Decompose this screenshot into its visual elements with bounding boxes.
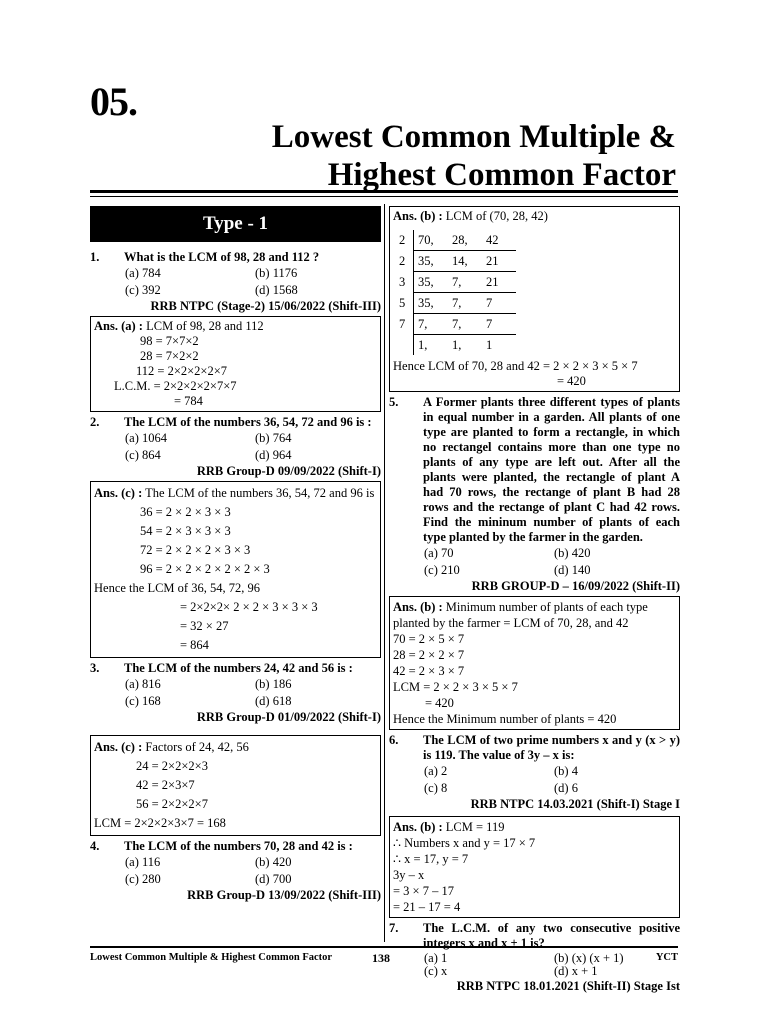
solution-line: 112 = 2×2×2×2×7: [136, 364, 228, 378]
solution-line: 96 = 2 × 2 × 2 × 2 × 2 × 3: [140, 562, 270, 576]
exam-source: RRB NTPC (Stage-2) 15/06/2022 (Shift-III): [150, 299, 381, 313]
option-d: (d) 140: [554, 563, 591, 577]
answer-intro: Factors of 24, 42, 56: [142, 740, 249, 754]
option-a: (a) 816: [125, 677, 161, 691]
solution-line: 98 = 7×7×2: [140, 334, 199, 348]
dividend: 70,: [414, 230, 449, 251]
option-a: (a) 784: [125, 266, 161, 280]
chapter-number: 05.: [90, 79, 137, 124]
option-b: (b) 420: [554, 546, 591, 560]
option-b: (b) 420: [255, 855, 292, 869]
solution-line: = 3 × 7 – 17: [393, 884, 454, 898]
option-c: (c) 210: [424, 563, 460, 577]
chapter-title: [272, 118, 676, 194]
option-c: (c) x: [424, 964, 448, 978]
division-row: [395, 314, 516, 335]
solution-line: 24 = 2×2×2×3: [136, 759, 208, 773]
publisher-mark: YCT: [655, 952, 678, 963]
option-c: (c) 8: [424, 781, 448, 795]
option-b: (b) 1176: [255, 266, 298, 280]
solution-line: L.C.M. = 2×2×2×2×7×7: [114, 379, 237, 393]
option-b: (b) (x) (x + 1): [554, 951, 624, 965]
answer-intro: Minimum number of plants of each type planted by the farmer = LCM of 70, 28, and 42: [393, 600, 648, 630]
option-a: (a) 70: [424, 546, 454, 560]
exam-source: RRB Group-D 09/09/2022 (Shift-I): [196, 464, 381, 478]
footer-title: Lowest Common Multiple & Highest Common Factor: [90, 952, 333, 963]
dividend: 1,: [452, 337, 462, 352]
divisor: [395, 335, 414, 356]
title-rule-thin: [90, 196, 678, 197]
divisor: 2: [395, 230, 414, 251]
solution-line: = 32 × 27: [180, 619, 229, 633]
options: [125, 677, 381, 709]
solution-line: = 420: [425, 696, 454, 710]
option-a: (a) 1064: [125, 431, 167, 445]
option-d: (d) 6: [554, 781, 578, 795]
division-row: [395, 293, 516, 314]
solution-line: 28 = 7×2×2: [140, 349, 199, 363]
dividend: 7,: [414, 314, 449, 335]
answer-label: Ans. (b) :: [393, 820, 443, 834]
exam-source: RRB Group-D 01/09/2022 (Shift-I): [196, 710, 381, 724]
question-text: A Former plants three different types of plants in equal number in a garden. All plants of one type are planted to form a rectangle, in which no rectangel contains more than one type no plants of any type are left out. After all the plants were planted, the rectangle of plant A had 70 rows, the rectange of plant B had 28 rows and the rectange of plant C had 42 rows. Find the mininum number of plants of each type planted by the farmer in the garden.: [423, 395, 680, 544]
option-c: (c) 280: [125, 872, 161, 886]
question-text: The LCM of two prime numbers x and y (x > y) is 119. The value of 3y – x is:: [423, 733, 680, 762]
dividend: 1: [486, 337, 493, 352]
divisor: 3: [395, 272, 414, 293]
solution-line: Hence the LCM of 36, 54, 72, 96: [94, 581, 260, 595]
dividend: 28,: [448, 230, 482, 251]
divisor: 5: [395, 293, 414, 314]
options: [125, 431, 381, 463]
answer-intro: LCM of 98, 28 and 112: [142, 319, 264, 333]
solution-line: 36 = 2 × 2 × 3 × 3: [140, 505, 231, 519]
question-3: [90, 661, 381, 676]
question-4: [90, 839, 381, 854]
option-d: (d) 964: [255, 448, 292, 462]
solution-line: 72 = 2 × 2 × 2 × 3 × 3: [140, 543, 251, 557]
division-row: [395, 230, 516, 251]
solution-line: LCM = 2×2×2×3×7 = 168: [94, 816, 226, 830]
column-divider: [384, 204, 385, 942]
question-text: What is the LCM of 98, 28 and 112 ?: [124, 250, 320, 264]
dividend: 35,: [414, 293, 449, 314]
solution-line: 70 = 2 × 5 × 7: [393, 632, 465, 646]
question-number: 5.: [389, 395, 399, 409]
division-row: [395, 272, 516, 293]
option-c: (c) 392: [125, 283, 161, 297]
division-row: [395, 335, 516, 356]
option-d: (d) 618: [255, 694, 292, 708]
dividend: 35,: [414, 251, 449, 272]
exam-source: RRB Group-D 13/09/2022 (Shift-III): [187, 888, 381, 902]
division-row: [395, 251, 516, 272]
answer-box: [90, 481, 381, 658]
divisor: 7: [395, 314, 414, 335]
dividend: 7,: [448, 293, 482, 314]
solution-line: 54 = 2 × 3 × 3 × 3: [140, 524, 231, 538]
question-2: [90, 415, 381, 430]
question-1: [90, 250, 381, 265]
dividend: 35,: [414, 272, 449, 293]
type-heading: Type - 1: [90, 206, 381, 242]
options: [424, 764, 680, 796]
dividend: 21: [482, 251, 516, 272]
answer-label: Ans. (b) :: [393, 600, 443, 614]
answer-label: Ans. (b) :: [393, 209, 443, 223]
right-column: [389, 206, 680, 996]
option-d: (d) x + 1: [554, 964, 598, 978]
question-number: 2.: [90, 415, 100, 429]
title-rule-thick: [90, 190, 678, 193]
exam-source: RRB NTPC 18.01.2021 (Shift-II) Stage Ist: [456, 979, 680, 993]
dividend: 7,: [448, 272, 482, 293]
option-d: (d) 700: [255, 872, 292, 886]
exam-source: RRB NTPC 14.03.2021 (Shift-I) Stage I: [470, 797, 680, 811]
answer-intro: LCM of (70, 28, 42): [442, 209, 548, 223]
solution-line: = 2×2×2× 2 × 2 × 3 × 3 × 3: [180, 600, 318, 614]
answer-label: Ans. (a) :: [94, 319, 143, 333]
options: [424, 546, 680, 578]
question-text: The LCM of the numbers 24, 42 and 56 is :: [124, 661, 353, 675]
dividend: 21: [482, 272, 516, 293]
solution-line: 56 = 2×2×2×7: [136, 797, 208, 811]
page-number: 138: [372, 951, 390, 965]
option-b: (b) 4: [554, 764, 578, 778]
answer-box: [389, 206, 680, 392]
question-number: 4.: [90, 839, 100, 853]
option-b: (b) 186: [255, 677, 292, 691]
dividend: 1,: [418, 337, 428, 352]
answer-box: [90, 316, 381, 412]
solution-line: Hence the Minimum number of plants = 420: [393, 712, 617, 726]
dividend: 7: [482, 293, 516, 314]
question-number: 1.: [90, 250, 100, 264]
options: [125, 855, 381, 887]
answer-label: Ans. (c) :: [94, 740, 143, 754]
division-table: [395, 230, 516, 355]
divisor: 2: [395, 251, 414, 272]
question-text: The LCM of the numbers 70, 28 and 42 is :: [124, 839, 353, 853]
dividend: 7: [482, 314, 516, 335]
solution-line: = 21 – 17 = 4: [393, 900, 461, 914]
option-d: (d) 1568: [255, 283, 298, 297]
exam-source: RRB GROUP-D – 16/09/2022 (Shift-II): [471, 579, 680, 593]
option-a: (a) 116: [125, 855, 161, 869]
options: [125, 266, 381, 298]
answer-intro: LCM = 119: [442, 820, 505, 834]
solution-line: Hence LCM of 70, 28 and 42 = 2 × 2 × 3 × 5 × 7: [393, 359, 638, 373]
question-5: [389, 395, 680, 545]
chapter-title-line1: Lowest Common Multiple &: [271, 119, 676, 155]
dividend: 14,: [448, 251, 482, 272]
option-b: (b) 764: [255, 431, 292, 445]
dividend: 7,: [448, 314, 482, 335]
options: [424, 952, 680, 978]
option-a: (a) 1: [424, 951, 448, 965]
solution-line: 3y – x: [393, 868, 425, 882]
solution-line: = 864: [180, 638, 209, 652]
solution-line: = 420: [557, 374, 586, 388]
answer-intro: The LCM of the numbers 36, 54, 72 and 96 is: [142, 486, 375, 500]
option-c: (c) 168: [125, 694, 161, 708]
dividend: 42: [482, 230, 516, 251]
solution-line: = 784: [174, 394, 203, 408]
solution-line: 28 = 2 × 2 × 7: [393, 648, 465, 662]
solution-line: ∴ x = 17, y = 7: [393, 852, 469, 866]
answer-label: Ans. (c) :: [94, 486, 143, 500]
left-column: [90, 206, 381, 905]
question-6: [389, 733, 680, 763]
question-text: The L.C.M. of any two consecutive positive integers x and x + 1 is?: [423, 921, 680, 950]
option-c: (c) 864: [125, 448, 161, 462]
question-number: 3.: [90, 661, 100, 675]
question-number: 7.: [389, 921, 399, 935]
solution-line: 42 = 2×3×7: [136, 778, 195, 792]
solution-line: 42 = 2 × 3 × 7: [393, 664, 465, 678]
solution-line: ∴ Numbers x and y = 17 × 7: [393, 836, 536, 850]
question-number: 6.: [389, 733, 399, 747]
option-a: (a) 2: [424, 764, 448, 778]
solution-line: LCM = 2 × 2 × 3 × 5 × 7: [393, 680, 518, 694]
answer-box: [389, 816, 680, 918]
chapter-title-line2: Highest Common Factor: [327, 157, 676, 193]
answer-box: [389, 596, 680, 730]
answer-box: [90, 735, 381, 836]
question-text: The LCM of the numbers 36, 54, 72 and 96 is :: [124, 415, 372, 429]
